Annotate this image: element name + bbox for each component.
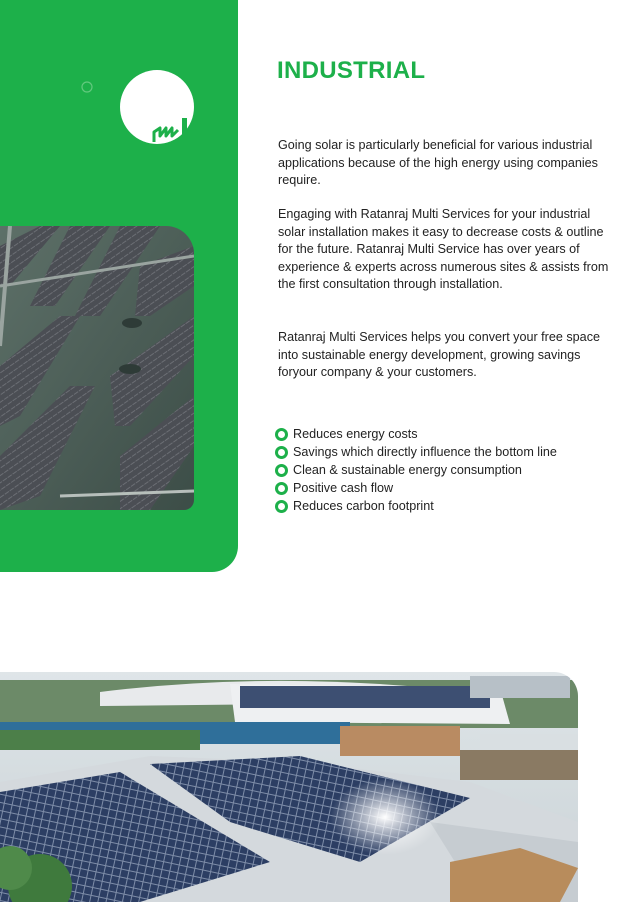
rooftop-solar-photo <box>0 226 194 510</box>
list-item <box>275 461 557 479</box>
benefit-text: Savings which directly influence the bottom line <box>293 445 557 459</box>
ring-bullet-icon <box>275 482 288 495</box>
benefits-list <box>275 425 557 515</box>
page-title: INDUSTRIAL <box>277 57 426 84</box>
list-item <box>275 497 557 515</box>
industry-icon-badge <box>120 70 194 144</box>
benefit-text: Positive cash flow <box>293 481 394 495</box>
savings-paragraph: Ratanraj Multi Services helps you convert your free space into sustainable energy development, growing savings foryour company & your customers. <box>278 330 600 380</box>
factory-icon <box>120 70 194 144</box>
benefit-text: Clean & sustainable energy consumption <box>293 463 522 477</box>
ring-bullet-icon <box>275 428 288 441</box>
list-item <box>275 425 557 443</box>
ring-bullet-icon <box>275 464 288 477</box>
services-paragraph: Engaging with Ratanraj Multi Services for your industrial solar installation makes it easy to decrease costs & outline for the future. Ratanraj Multi Service has over years of experience & experts across numerous sites & assists from the first consultation through installation. <box>278 207 609 292</box>
benefit-text: Reduces energy costs <box>293 427 418 441</box>
list-item <box>275 479 557 497</box>
industrial-solar-rooftop-photo <box>0 672 578 902</box>
intro-paragraph: Going solar is particularly beneficial for various industrial applications because of the high energy using companies require. <box>278 138 598 188</box>
ring-bullet-icon <box>275 446 288 459</box>
benefit-text: Reduces carbon footprint <box>293 499 434 513</box>
small-ring-mark <box>80 80 94 94</box>
ring-bullet-icon <box>275 500 288 513</box>
list-item <box>275 443 557 461</box>
